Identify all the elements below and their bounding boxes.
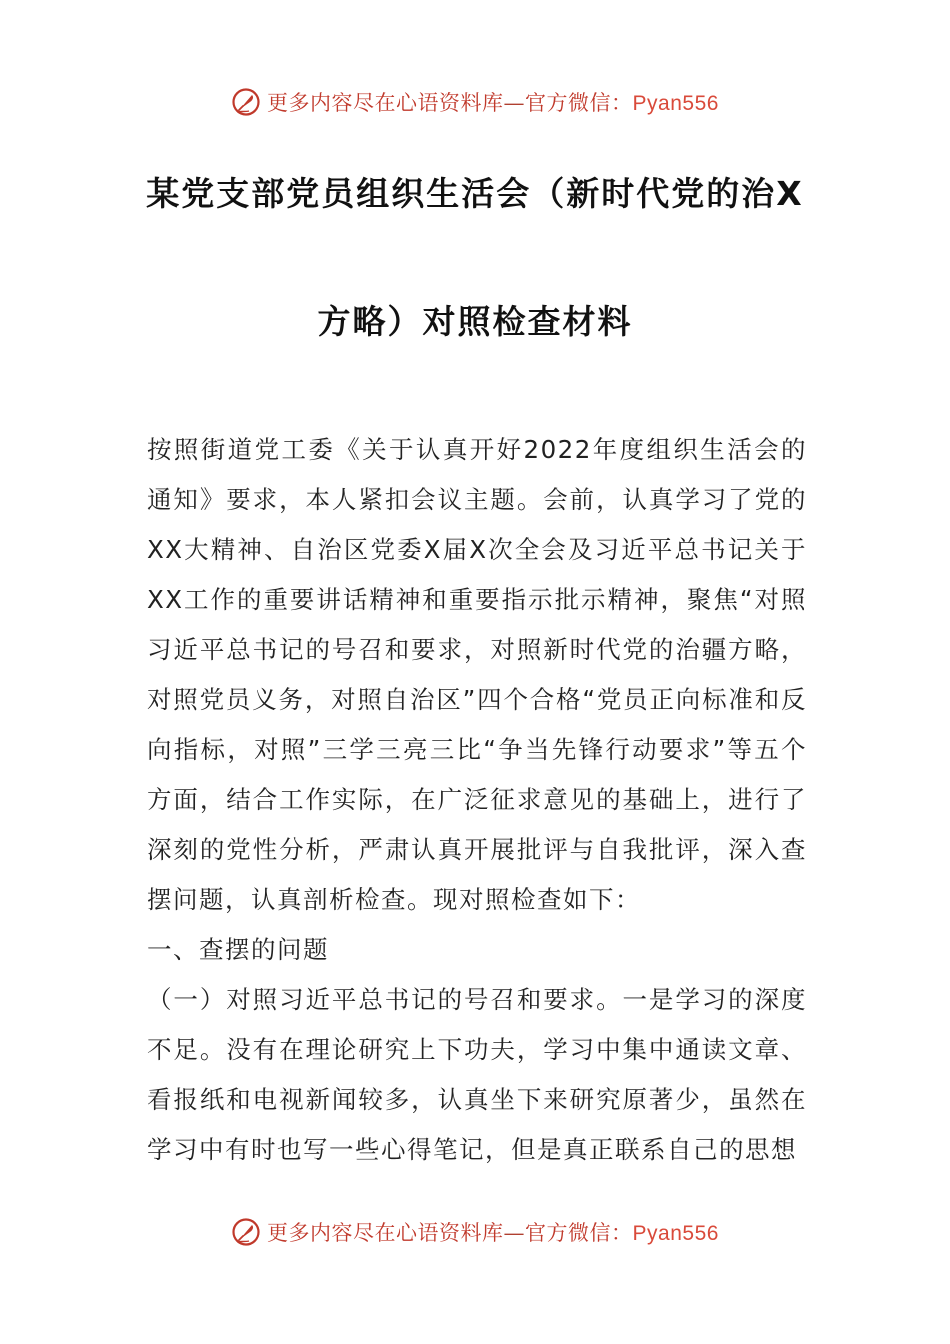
feather-pen-circle-icon	[231, 87, 261, 117]
document-title-line-2: 方略）对照检查材料	[317, 302, 633, 341]
section-heading: 一、查摆的问题	[147, 935, 329, 964]
document-title-line-1: 某党支部党员组织生活会（新时代党的治X	[146, 174, 804, 213]
document-body	[147, 425, 807, 1175]
feather-pen-circle-icon	[231, 1217, 261, 1247]
body-paragraph-intro: 按照街道党工委《关于认真开好2022年度组织生活会的通知》要求，本人紧扣会议主题。会前，认真学习了党的XX大精神、自治区党委X届X次全会及习近平总书记关于XX工作的重要讲话精神和重要指示批示精神，聚焦“对照习近平总书记的号召和要求，对照新时代党的治疆方略，对照党员义务，对照自治区”四个合格“党员正向标准和反向指标，对照”三学三亮三比“争当先锋行动要求”等五个方面，结合工作实际，在广泛征求意见的基础上，进行了深刻的党性分析，严肃认真开展批评与自我批评，深入查摆问题，认真剖析检查。现对照检查如下：	[147, 435, 807, 914]
body-paragraph-1: （一）对照习近平总书记的号召和要求。一是学习的深度不足。没有在理论研究上下功夫，学习中集中通读文章、看报纸和电视新闻较多，认真坐下来研究原著少，虽然在学习中有时也写一些心得笔记，但是真正联系自己的思想	[147, 985, 807, 1164]
watermark-text: 更多内容尽在心语资料库—官方微信：Pyan556	[267, 91, 719, 115]
watermark-text: 更多内容尽在心语资料库—官方微信：Pyan556	[267, 1221, 719, 1245]
watermark-banner-top	[0, 82, 950, 122]
watermark-banner-bottom	[0, 1212, 950, 1252]
